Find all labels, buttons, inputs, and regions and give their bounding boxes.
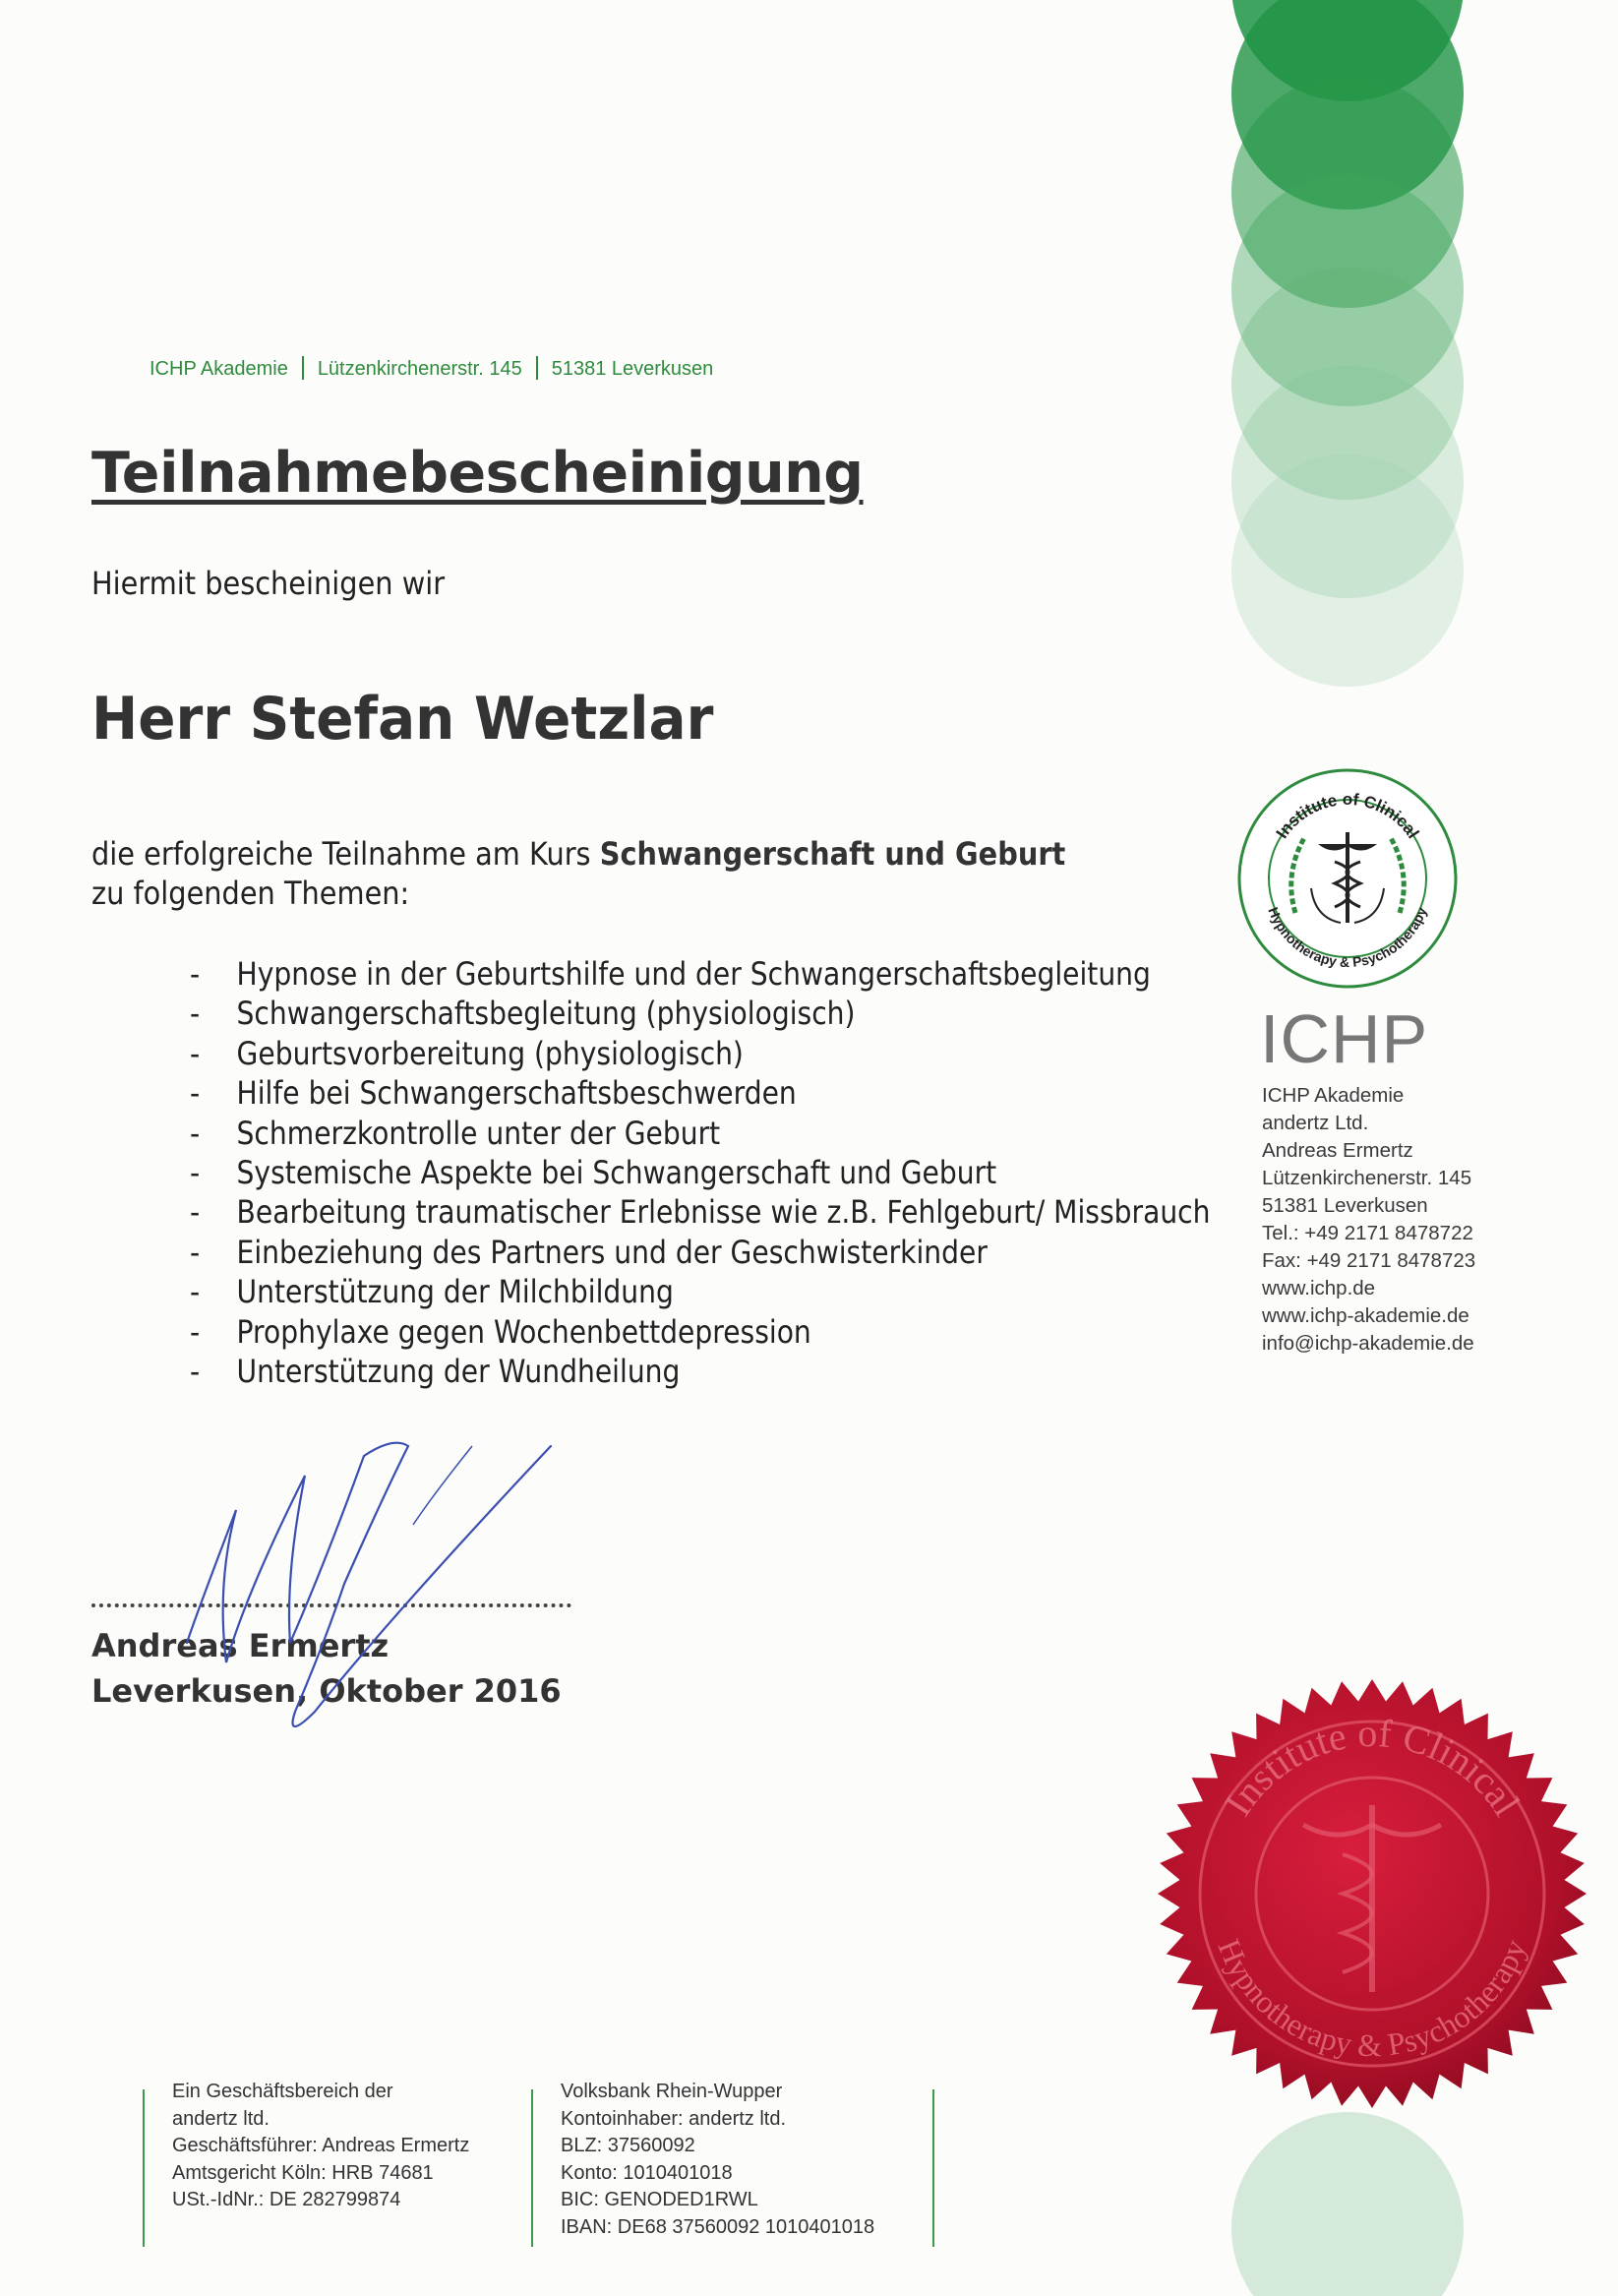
footer-bank-line: Kontoinhaber: andertz ltd. (561, 2107, 787, 2130)
footer-company-line: andertz ltd. (172, 2107, 270, 2130)
footer-company (172, 2079, 469, 2214)
topic-item: - Einbeziehung des Partners und der Geschwisterkinder (183, 1233, 1211, 1272)
footer-bank-line: Konto: 1010401018 (561, 2161, 733, 2184)
recipient-name: Herr Stefan Wetzlar (91, 685, 714, 754)
footer-divider (143, 2089, 145, 2247)
ichp-wordmark: ICHP (1260, 1000, 1429, 1077)
contact-line: Andreas Ermertz (1262, 1139, 1413, 1162)
ichp-logo-icon (1234, 765, 1461, 992)
topic-item: - Schwangerschaftsbegleitung (physiologisch) (183, 994, 1211, 1033)
footer-bank (561, 2079, 874, 2241)
seal-text-top: Institute of Clinical (1215, 1710, 1529, 1824)
intro-text: Hiermit bescheinigen wir (91, 565, 446, 602)
contact-line: 51381 Leverkusen (1262, 1194, 1428, 1217)
footer-bank-line: BIC: GENODED1RWL (561, 2189, 758, 2210)
course-name: Schwangerschaft und Geburt (599, 835, 1066, 873)
contact-line: Fax: +49 2171 8478723 (1262, 1249, 1476, 1272)
logo-ring-bottom: Hypnotherapy & Psychotherapy (1265, 904, 1430, 971)
contact-line: www.ichp.de (1262, 1277, 1376, 1299)
contact-line: www.ichp-akademie.de (1262, 1304, 1469, 1327)
footer-company-line: Geschäftsführer: Andreas Ermertz (172, 2135, 470, 2156)
footer-bank-line: IBAN: DE68 37560092 1010401018 (561, 2215, 875, 2238)
contact-line: andertz Ltd. (1262, 1112, 1369, 1134)
signer-name: Andreas Ermertz (91, 1627, 390, 1664)
topic-item: - Hilfe bei Schwangerschaftsbeschwerden (183, 1073, 1211, 1113)
topic-item: - Unterstützung der Milchbildung (183, 1272, 1211, 1311)
contact-line: Lützenkirchenerstr. 145 (1262, 1167, 1472, 1189)
topic-item: - Bearbeitung traumatischer Erlebnisse wie z.B. Fehlgeburt/ Missbrauch (183, 1192, 1211, 1232)
topic-item: - Unterstützung der Wundheilung (183, 1352, 1211, 1391)
contact-line: ICHP Akademie (1262, 1084, 1405, 1107)
letterhead-org: ICHP Akademie (150, 358, 288, 380)
footer-company-line: Ein Geschäftsbereich der (172, 2081, 393, 2102)
topic-item: - Systemische Aspekte bei Schwangerschaft und Geburt (183, 1153, 1211, 1192)
footer-bank-line: Volksbank Rhein-Wupper (561, 2081, 783, 2102)
topic-item: - Schmerzkontrolle unter der Geburt (183, 1114, 1211, 1153)
letterhead-address (150, 356, 713, 381)
embossed-seal-icon (1151, 1672, 1593, 2115)
seal-text-bottom: Hypnotherapy & Psychotherapy (1211, 1934, 1533, 2064)
signer-place-date: Leverkusen, Oktober 2016 (91, 1672, 562, 1710)
letterhead-divider (302, 356, 304, 380)
contact-line: info@ichp-akademie.de (1262, 1332, 1474, 1355)
letterhead-divider (536, 356, 538, 380)
topic-item: - Geburtsvorbereitung (physiologisch) (183, 1034, 1211, 1073)
footer-divider (531, 2089, 533, 2247)
footer-divider (932, 2089, 934, 2247)
footer-company-line: Amtsgericht Köln: HRB 74681 (172, 2161, 434, 2184)
topic-item: - Prophylaxe gegen Wochenbettdepression (183, 1312, 1211, 1352)
footer-company-line: USt.-IdNr.: DE 282799874 (172, 2189, 401, 2210)
letterhead-street: Lützenkirchenerstr. 145 (317, 358, 522, 380)
footer-bank-line: BLZ: 37560092 (561, 2135, 695, 2156)
document-title: Teilnahmebescheinigung (91, 441, 864, 506)
course-prefix: die erfolgreiche Teilnahme am Kurs (91, 835, 591, 873)
topic-item: - Hypnose in der Geburtshilfe und der Schwangerschaftsbegleitung (183, 954, 1211, 994)
course-statement (91, 834, 1065, 913)
logo-ring-top: Institute of Clinical (1272, 789, 1423, 842)
contact-block (1262, 1082, 1475, 1358)
letterhead-city: 51381 Leverkusen (551, 358, 714, 380)
course-suffix: zu folgenden Themen: (91, 875, 410, 912)
handwritten-signature-icon (177, 1417, 610, 1741)
topics-list (183, 954, 1211, 1391)
contact-line: Tel.: +49 2171 8478722 (1262, 1222, 1473, 1244)
